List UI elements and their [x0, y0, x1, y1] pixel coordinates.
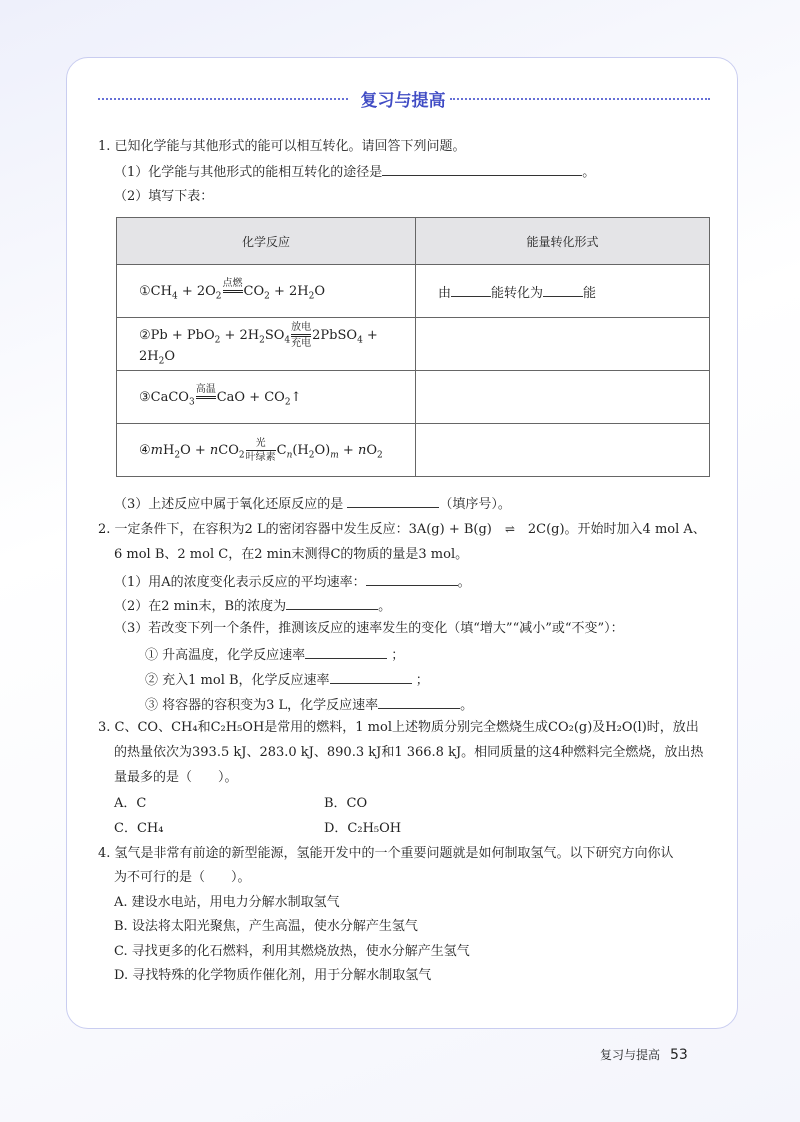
- q2-stem-line1: 2. 一定条件下，在容积为2 L的密闭容器中发生反应：3A(g) + B(g) ⇌ 2C(g)。开始时加入4 mol A、: [98, 522, 706, 537]
- reaction-cell-1: $①CH_4 + 2O_2$ 点燃 $CO_2 + 2H_2O$: [117, 265, 416, 318]
- q1-sub1-end: 。: [582, 165, 596, 180]
- q4-option-d[interactable]: D. 寻找特殊的化学物质作催化剂，用于分解水制取氢气: [114, 968, 432, 983]
- q2-sub2: （2）在2 min末，B的浓度为 。: [114, 596, 391, 616]
- q3-line3: 量最多的是（ ）。: [114, 770, 238, 785]
- q2-stem-line2: 6 mol B、2 mol C，在2 min末测得C的物质的量是3 mol。: [114, 547, 469, 562]
- form-cell-3[interactable]: [416, 371, 710, 424]
- table-header-reaction: 化学反应: [117, 218, 416, 265]
- q1-sub1-blank[interactable]: [382, 162, 582, 176]
- q2-item-1: ① 升高温度，化学反应速率 ；: [145, 645, 404, 665]
- dotted-rule-right: [450, 98, 710, 100]
- equilibrium-arrow-icon: ⇌: [504, 522, 515, 536]
- reaction-cell-3: ③CaCO$_3$ 高温 CaO + $CO_2↑$: [117, 371, 416, 424]
- q4-option-c[interactable]: C. 寻找更多的化石燃料，利用其燃烧放热，使水分解产生氢气: [114, 944, 470, 959]
- q4-option-a[interactable]: A. 建设水电站，用电力分解水制取氢气: [114, 895, 340, 910]
- form-cell-1: 由 能转化为 能: [416, 265, 710, 318]
- q1-stem: 1. 已知化学能与其他形式的能可以相互转化。请回答下列问题。: [98, 139, 466, 154]
- q1-sub3: [114, 494, 511, 514]
- reaction-cell-2: ②Pb + $PbO_2 + 2H_2SO_4$ 放电 充电 2PbSO$_4$ + $2H_2O$: [117, 318, 416, 371]
- q3-option-b[interactable]: B．CO: [324, 796, 368, 811]
- q2-item-3: ③ 将容器的容积变为3 L，化学反应速率 。: [145, 695, 473, 715]
- q1-sub1: [114, 162, 595, 182]
- q1-sub1-text: （1）化学能与其他形式的能相互转化的途径是: [114, 165, 383, 180]
- table-header-form: 能量转化形式: [416, 218, 710, 265]
- form-cell-4[interactable]: [416, 424, 710, 477]
- q2-sub1: （1）用A的浓度变化表示反应的平均速率： 。: [114, 572, 471, 592]
- page-footer: [600, 1046, 688, 1063]
- table-row: [117, 265, 710, 318]
- condition-light-chlorophyll: 光 叶绿素: [245, 437, 276, 463]
- q1-sub3-blank[interactable]: [347, 494, 439, 508]
- q2-item-2: ② 充入1 mol B，化学反应速率 ；: [145, 670, 429, 690]
- section-header: [98, 86, 710, 112]
- q3-option-a[interactable]: A．C: [114, 796, 147, 811]
- q3-line1: 3. C、CO、CH₄和C₂H₅OH是常用的燃料，1 mol上述物质分别完全燃烧生成CO₂(g)及H₂O(l)时，放出: [98, 720, 699, 735]
- dotted-rule-left: [98, 98, 348, 100]
- condition-ignite: 点燃: [223, 278, 243, 305]
- condition-discharge-charge: 放电 充电: [291, 321, 312, 349]
- q2-sub1-blank[interactable]: [366, 572, 458, 586]
- table-row: [117, 424, 710, 477]
- q1-sub3-text: （3）上述反应中属于氧化还原反应的是: [114, 497, 344, 512]
- q2-item3-blank[interactable]: [378, 695, 460, 709]
- q2-item2-blank[interactable]: [330, 670, 412, 684]
- table-row: [117, 371, 710, 424]
- form-blank-1[interactable]: [451, 283, 491, 297]
- page-number: 53: [670, 1047, 688, 1063]
- q3-option-c[interactable]: C．CH₄: [114, 821, 164, 836]
- condition-high-temp: 高温: [196, 384, 216, 411]
- reaction-cell-4: $④mH_2O + nCO_2$ 光 叶绿素 $C_n(H_2O)_m + nO_2$: [117, 424, 416, 477]
- section-title: 复习与提高: [360, 91, 446, 111]
- form-cell-2[interactable]: [416, 318, 710, 371]
- table-row: [117, 318, 710, 371]
- q2-sub2-blank[interactable]: [286, 596, 378, 610]
- q2-sub3: （3）若改变下列一个条件，推测该反应的速率发生的变化（填“增大”“减小”或“不变”）：: [114, 621, 624, 636]
- q4-option-b[interactable]: B. 设法将太阳光聚焦，产生高温，使水分解产生氢气: [114, 919, 418, 934]
- energy-table: [116, 217, 710, 477]
- q3-option-d[interactable]: D．C₂H₅OH: [324, 821, 402, 836]
- q4-line2: 为不可行的是（ ）。: [114, 870, 251, 885]
- q3-line2: 的热量依次为393.5 kJ、283.0 kJ、890.3 kJ和1 366.8 kJ。相同质量的这4种燃料完全燃烧，放出热: [114, 745, 704, 760]
- form-blank-2[interactable]: [543, 283, 583, 297]
- q1-sub3-end: （填序号）。: [439, 497, 511, 512]
- footer-section: 复习与提高: [600, 1048, 661, 1062]
- q4-line1: 4. 氢气是非常有前途的新型能源，氢能开发中的一个重要问题就是如何制取氢气。以下研究方向你认: [98, 846, 674, 861]
- q1-sub2: （2）填写下表：: [114, 189, 214, 204]
- q2-item1-blank[interactable]: [305, 645, 387, 659]
